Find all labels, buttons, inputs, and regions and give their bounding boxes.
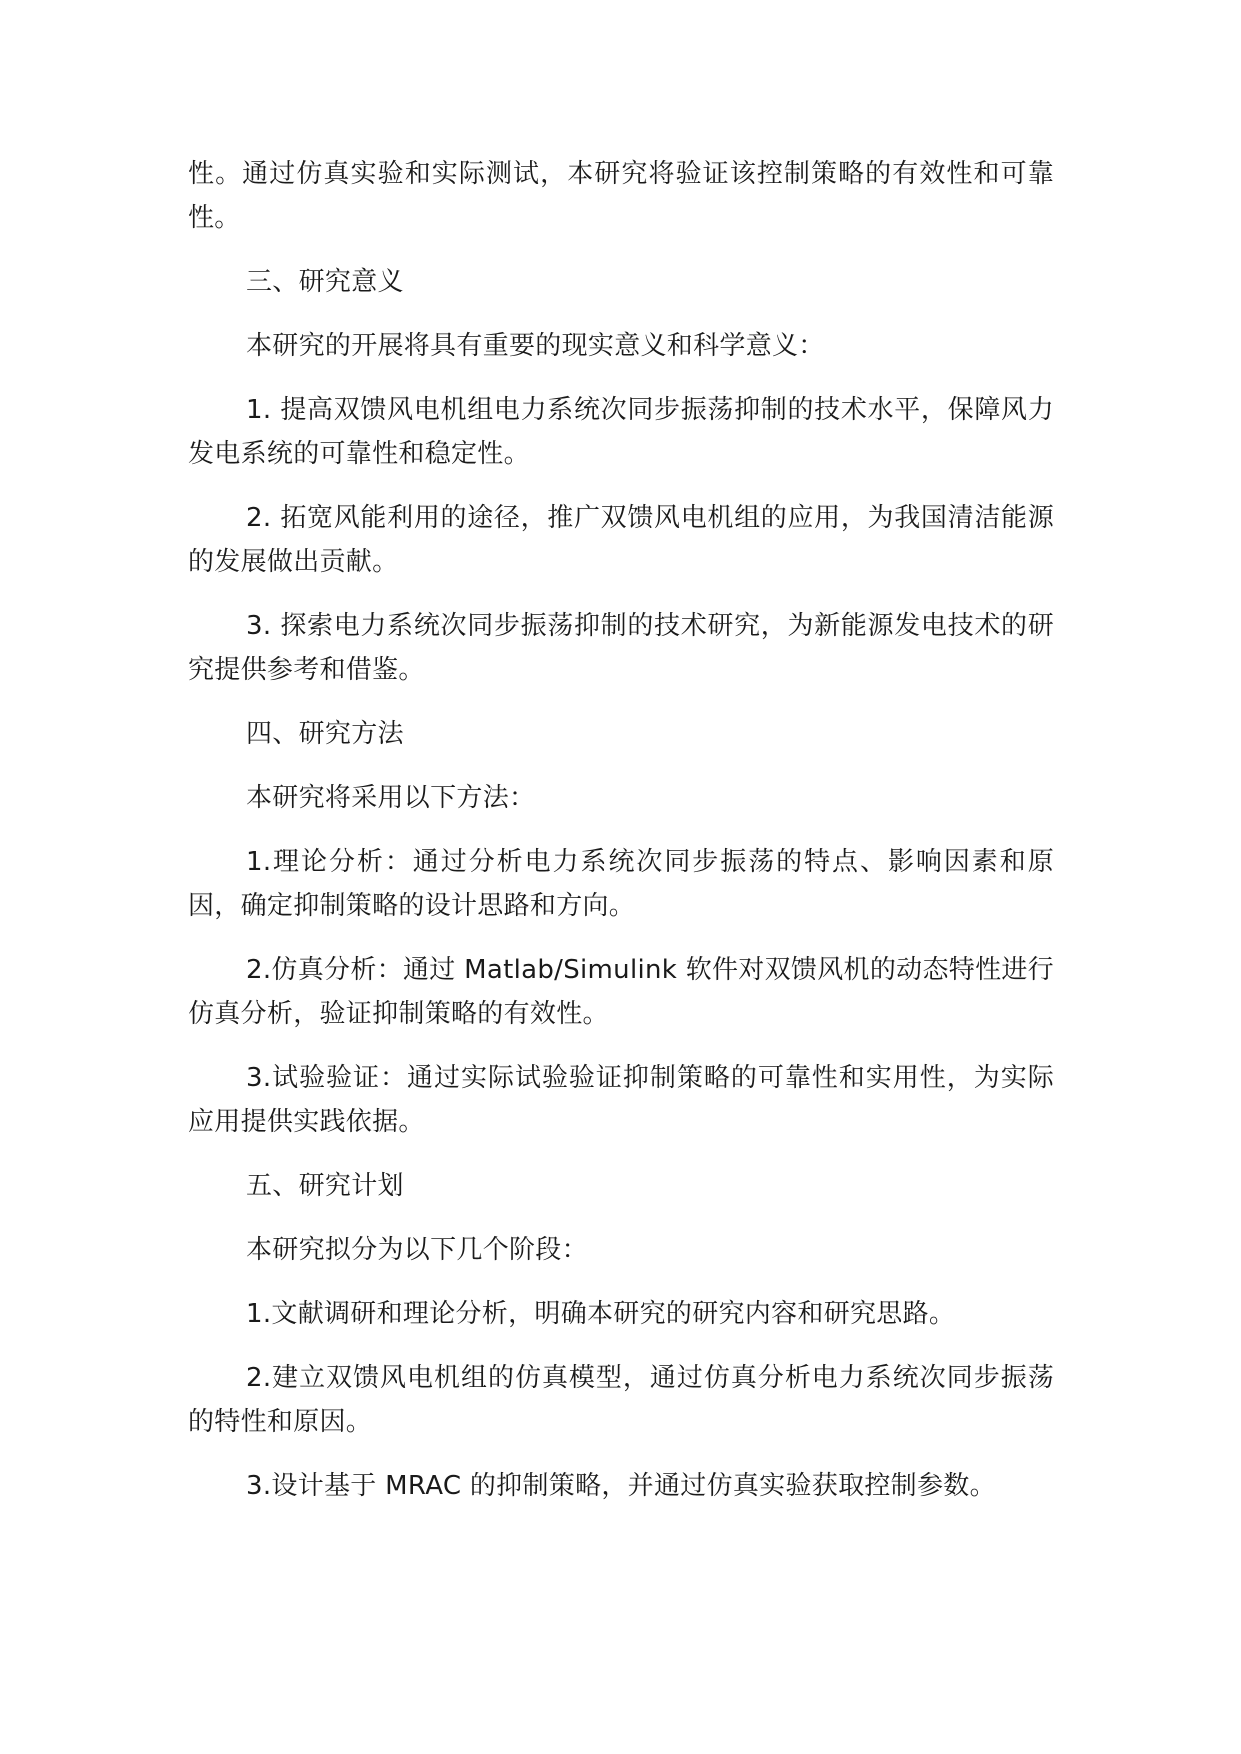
- list-item: 3.试验验证：通过实际试验验证抑制策略的可靠性和实用性，为实际应用提供实践依据。: [188, 1063, 1054, 1137]
- list-item: 3. 探索电力系统次同步振荡抑制的技术研究，为新能源发电技术的研究提供参考和借鉴。: [188, 611, 1054, 685]
- paragraph: 本研究拟分为以下几个阶段：: [246, 1235, 588, 1265]
- section-heading-research-plan: 五、研究计划: [246, 1171, 404, 1201]
- section-heading-research-significance: 三、研究意义: [246, 267, 404, 297]
- paragraph-continuation: 性。通过仿真实验和实际测试，本研究将验证该控制策略的有效性和可靠性。: [188, 159, 1054, 233]
- list-item: 2.仿真分析：通过 Matlab/Simulink 软件对双馈风机的动态特性进行仿真分析，验证抑制策略的有效性。: [188, 955, 1054, 1029]
- list-item: 1.理论分析：通过分析电力系统次同步振荡的特点、影响因素和原因，确定抑制策略的设计思路和方向。: [188, 847, 1054, 921]
- section-heading-research-methods: 四、研究方法: [246, 719, 404, 749]
- list-item: 2. 拓宽风能利用的途径，推广双馈风电机组的应用，为我国清洁能源的发展做出贡献。: [188, 503, 1054, 577]
- paragraph: 本研究将采用以下方法：: [246, 783, 536, 813]
- paragraph: 本研究的开展将具有重要的现实意义和科学意义：: [246, 331, 825, 361]
- list-item: 2.建立双馈风电机组的仿真模型，通过仿真分析电力系统次同步振荡的特性和原因。: [188, 1363, 1054, 1437]
- list-item: 1. 提高双馈风电机组电力系统次同步振荡抑制的技术水平，保障风力发电系统的可靠性和稳定性。: [188, 395, 1054, 469]
- document-body: [188, 152, 1054, 1528]
- list-item: 1.文献调研和理论分析，明确本研究的研究内容和研究思路。: [246, 1299, 956, 1329]
- list-item: 3.设计基于 MRAC 的抑制策略，并通过仿真实验获取控制参数。: [246, 1471, 996, 1501]
